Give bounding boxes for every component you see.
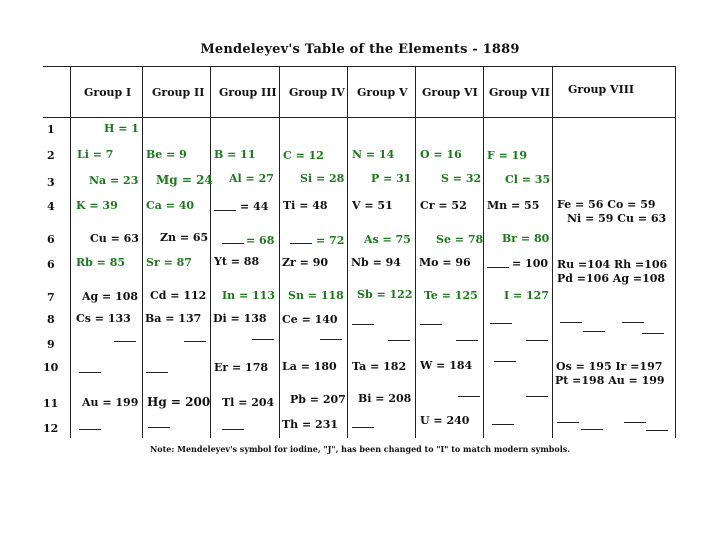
missing-element-blank: [456, 340, 478, 341]
row-number: 1: [47, 123, 55, 136]
element-cell: Pt =198 Au = 199: [555, 374, 665, 387]
missing-element-blank: [388, 340, 410, 341]
missing-element-blank: [458, 396, 480, 397]
element-cell: Al = 27: [229, 172, 274, 185]
group-header: Group VII: [489, 86, 550, 99]
element-cell: = 100: [512, 257, 549, 270]
element-cell: Ag = 108: [82, 290, 139, 303]
missing-element-blank: [642, 333, 664, 334]
row-number: 10: [43, 361, 59, 374]
missing-element-blank: [352, 324, 374, 325]
missing-element-blank: [79, 429, 101, 430]
missing-element-blank: [214, 210, 236, 211]
column-rule: [415, 66, 416, 438]
element-cell: Tl = 204: [222, 396, 275, 409]
element-cell: Ce = 140: [282, 313, 338, 326]
missing-element-blank: [487, 267, 509, 268]
column-rule: [142, 66, 143, 438]
element-cell: Ca = 40: [146, 199, 195, 212]
element-cell: Cl = 35: [505, 173, 551, 186]
missing-element-blank: [79, 372, 101, 373]
element-cell: Mg = 24: [156, 173, 213, 187]
element-cell: Cd = 112: [150, 289, 207, 302]
missing-element-blank: [624, 422, 646, 423]
element-cell: Hg = 200: [147, 395, 211, 409]
element-cell: Ba = 137: [145, 312, 202, 325]
element-cell: Sr = 87: [146, 256, 192, 269]
element-cell: S = 32: [441, 172, 482, 185]
element-cell: Zr = 90: [282, 256, 329, 269]
element-cell: Os = 195 Ir =197: [556, 360, 663, 373]
group-header: Group III: [219, 86, 277, 99]
element-cell: H = 1: [104, 122, 139, 135]
row-number: 11: [43, 397, 59, 410]
row-number: 6: [47, 233, 55, 246]
row-number: 7: [47, 291, 55, 304]
group-header: Group I: [84, 86, 132, 99]
element-cell: F = 19: [487, 149, 527, 162]
element-cell: Sn = 118: [288, 289, 344, 302]
row-number: 4: [47, 200, 55, 213]
element-cell: W = 184: [420, 359, 473, 372]
missing-element-blank: [146, 372, 168, 373]
missing-element-blank: [290, 243, 312, 244]
row-number: 9: [47, 338, 55, 351]
element-cell: Mo = 96: [419, 256, 471, 269]
header-bottom-rule: [43, 117, 676, 118]
element-cell: B = 11: [214, 148, 256, 161]
element-cell: I = 127: [504, 289, 549, 302]
element-cell: Si = 28: [300, 172, 345, 185]
column-rule: [70, 66, 71, 438]
element-cell: Zn = 65: [160, 231, 209, 244]
missing-element-blank: [583, 331, 605, 332]
missing-element-blank: [526, 396, 548, 397]
column-rule: [210, 66, 211, 438]
element-cell: Ti = 48: [283, 199, 328, 212]
missing-element-blank: [622, 322, 644, 323]
element-cell: Er = 178: [214, 361, 269, 374]
group-header: Group V: [357, 86, 408, 99]
missing-element-blank: [252, 339, 274, 340]
element-cell: Di = 138: [213, 312, 267, 325]
element-cell: Se = 78: [436, 233, 484, 246]
element-cell: Li = 7: [77, 148, 114, 161]
element-cell: Na = 23: [89, 174, 139, 187]
missing-element-blank: [581, 429, 603, 430]
element-cell: V = 51: [352, 199, 393, 212]
missing-element-blank: [490, 323, 512, 324]
element-cell: Br = 80: [502, 232, 550, 245]
missing-element-blank: [148, 427, 170, 428]
row-number: 2: [47, 149, 55, 162]
element-cell: P = 31: [371, 172, 412, 185]
element-cell: Mn = 55: [487, 199, 540, 212]
element-cell: Ta = 182: [352, 360, 407, 373]
column-rule: [675, 66, 676, 438]
element-cell: = 44: [240, 200, 269, 213]
element-cell: U = 240: [420, 414, 470, 427]
element-cell: Cr = 52: [420, 199, 467, 212]
missing-element-blank: [494, 361, 516, 362]
element-cell: Ru =104 Rh =106: [557, 258, 668, 271]
row-number: 3: [47, 176, 55, 189]
element-cell: Th = 231: [282, 418, 339, 431]
missing-element-blank: [114, 341, 136, 342]
element-cell: K = 39: [76, 199, 118, 212]
missing-element-blank: [646, 430, 668, 431]
element-cell: Ni = 59 Cu = 63: [567, 212, 667, 225]
row-number: 12: [43, 422, 59, 435]
element-cell: Au = 199: [82, 396, 139, 409]
group-header: Group II: [152, 86, 205, 99]
column-rule: [279, 66, 280, 438]
missing-element-blank: [557, 422, 579, 423]
column-rule: [347, 66, 348, 438]
element-cell: Nb = 94: [351, 256, 401, 269]
row-number: 6: [47, 258, 55, 271]
missing-element-blank: [492, 424, 514, 425]
element-cell: O = 16: [420, 148, 462, 161]
column-rule: [552, 66, 553, 438]
element-cell: La = 180: [282, 360, 337, 373]
element-cell: Be = 9: [146, 148, 187, 161]
element-cell: N = 14: [352, 148, 395, 161]
group-header: Group VI: [422, 86, 478, 99]
missing-element-blank: [320, 339, 342, 340]
element-cell: In = 113: [222, 289, 275, 302]
element-cell: Yt = 88: [214, 255, 260, 268]
element-cell: As = 75: [364, 233, 411, 246]
element-cell: Rb = 85: [76, 256, 126, 269]
column-rule: [483, 66, 484, 438]
footnote: Note: Mendeleyev's symbol for iodine, "J", has been changed to "I" to match modern symbols.: [149, 444, 571, 454]
element-cell: = 68: [246, 234, 275, 247]
missing-element-blank: [352, 427, 374, 428]
element-cell: Cu = 63: [90, 232, 139, 245]
element-cell: Te = 125: [424, 289, 478, 302]
element-cell: Pd =106 Ag =108: [557, 272, 666, 285]
missing-element-blank: [222, 243, 244, 244]
element-cell: Sb = 122: [357, 288, 413, 301]
header-top-rule: [43, 66, 676, 67]
element-cell: Fe = 56 Co = 59: [557, 198, 656, 211]
element-cell: C = 12: [283, 149, 324, 162]
group-header: Group IV: [289, 86, 345, 99]
missing-element-blank: [420, 324, 442, 325]
element-cell: Cs = 133: [76, 312, 131, 325]
page-title: Mendeleyev's Table of the Elements - 1889: [200, 42, 520, 57]
element-cell: = 72: [316, 234, 345, 247]
group-header: Group VIII: [568, 83, 635, 96]
element-cell: Pb = 207: [290, 393, 346, 406]
row-number: 8: [47, 313, 55, 326]
missing-element-blank: [560, 322, 582, 323]
element-cell: Bi = 208: [358, 392, 412, 405]
missing-element-blank: [184, 341, 206, 342]
missing-element-blank: [222, 429, 244, 430]
missing-element-blank: [526, 340, 548, 341]
